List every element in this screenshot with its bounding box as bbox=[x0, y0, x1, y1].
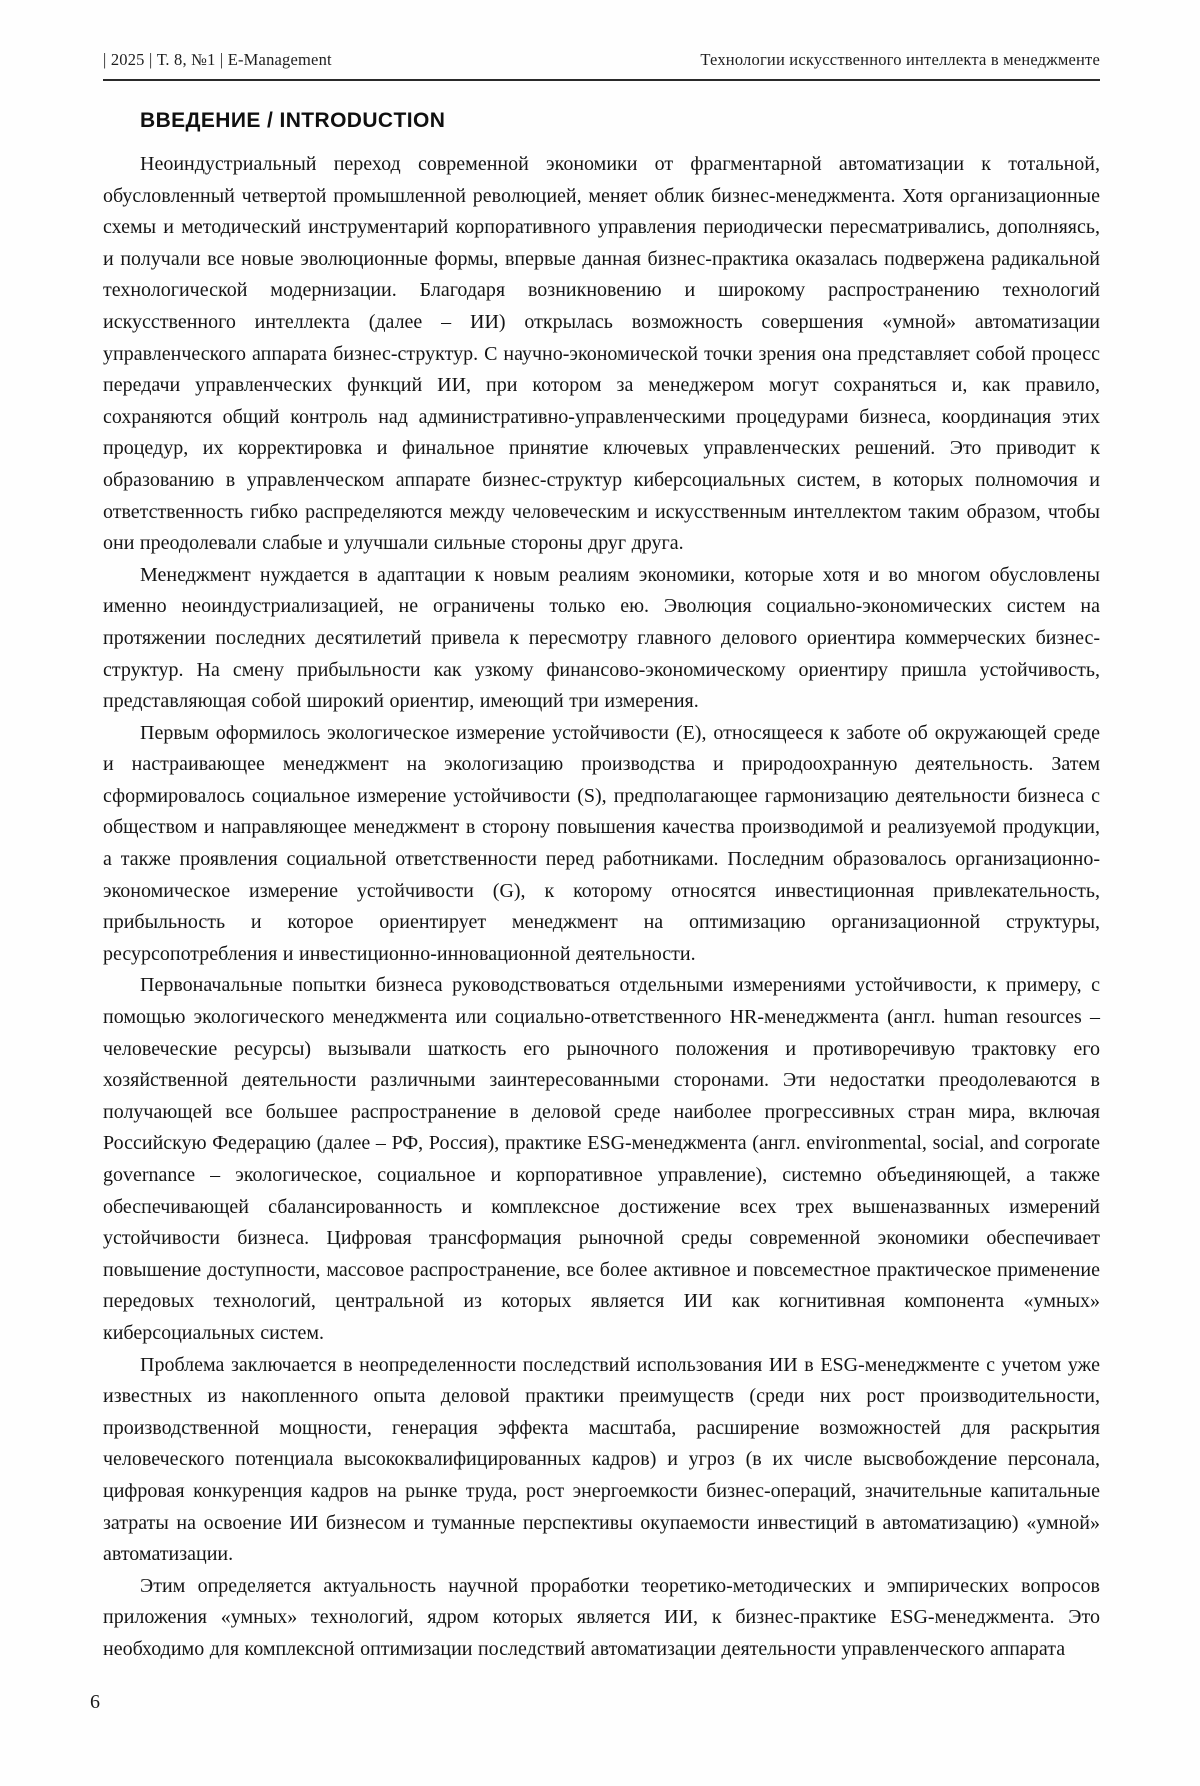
paragraph: Менеджмент нуждается в адаптации к новым реалиям экономики, которые хотя и во многом обусловлены именно неоиндустриализацией, не ограничены только ею. Эволюция социально-экономических систем на протяжении последних десятилетий привела к пересмотру главного делового ориентира коммерческих бизнес-структур. На смену прибыльности как узкому финансово-экономическому ориентиру пришла устойчивость, представляющая собой широкий ориентир, имеющий три измерения. bbox=[103, 563, 1100, 713]
article-text bbox=[103, 149, 1100, 1666]
page-body bbox=[103, 109, 1100, 1666]
section-title: ВВЕДЕНИЕ / INTRODUCTION bbox=[140, 109, 446, 132]
paragraph: Этим определяется актуальность научной проработки теоретико-методических и эмпирических вопросов приложения «умных» технологий, ядром которых является ИИ, к бизнес-практике ESG-менеджмента. Это необходимо для комплексной оптимизации последствий автоматизации деятельности управленческого аппарата bbox=[103, 1574, 1100, 1660]
page-number: 6 bbox=[90, 1690, 100, 1713]
header-journal-info: | 2025 | Т. 8, №1 | E-Management bbox=[103, 50, 332, 69]
page-header bbox=[103, 50, 1100, 81]
paragraph: Первым оформилось экологическое измерение устойчивости (E), относящееся к заботе об окружающей среде и настраивающее менеджмент на экологизацию производства и природоохранную деятельность. Затем сформировалось социальное измерение устойчивости (S), предполагающее гармонизацию деятельности бизнеса с обществом и направляющее менеджмент в сторону повышения качества производимой и реализуемой продукции, а также проявления социальной ответственности перед работниками. Последним образовалось организационно-экономическое измерение устойчивости (G), к которому относятся инвестиционная привлекательность, прибыльность и которое ориентирует менеджмент на оптимизацию организационной структуры, ресурсопотребления и инвестиционно-инновационной деятельности. bbox=[103, 721, 1100, 965]
paragraph: Неоиндустриальный переход современной экономики от фрагментарной автоматизации к тотальной, обусловленный четвертой промышленной революцией, меняет облик бизнес-менеджмента. Хотя организационные схемы и методический инструментарий корпоративного управления периодически пересматривались, дополняясь, и получали все новые эволюционные формы, впервые данная бизнес-практика оказалась подвержена радикальной технологической модернизации. Благодаря возникновению и широкому распространению технологий искусственного интеллекта (далее – ИИ) открылась возможность совершения «умной» автоматизации управленческого аппарата бизнес-структур. С научно-экономической точки зрения она представляет собой процесс передачи управленческих функций ИИ, при котором за менеджером могут сохраняться и, как правило, сохраняются общий контроль над административно-управленческими процедурами бизнеса, координация этих процедур, их корректировка и финальное принятие ключевых управленческих решений. Это приводит к образованию в управленческом аппарате бизнес-структур киберсоциальных систем, в которых полномочия и ответственность гибко распределяются между человеческим и искусственным интеллектом таким образом, чтобы они преодолевали слабые и улучшали сильные стороны друг друга. bbox=[103, 153, 1100, 555]
header-running-title: Технологии искусственного интеллекта в менеджменте bbox=[700, 50, 1100, 69]
paragraph: Первоначальные попытки бизнеса руководствоваться отдельными измерениями устойчивости, к примеру, с помощью экологического менеджмента или социально-ответственного HR-менеджмента (англ. human resources – человеческие ресурсы) вызывали шаткость его рыночного положения и противоречивую трактовку его хозяйственной деятельности различными заинтересованными сторонами. Эти недостатки преодолеваются в получающей все большее распространение в деловой среде наиболее прогрессивных стран мира, включая Российскую Федерацию (далее – РФ, Россия), практике ESG-менеджмента (англ. environmental, social, and corporate governance – экологическое, социальное и корпоративное управление), системно объединяющей, а также обеспечивающей сбалансированность и комплексное достижение всех трех вышеназванных измерений устойчивости бизнеса. Цифровая трансформация рыночной среды современной экономики обеспечивает повышение доступности, массовое распространение, все более активное и повсеместное практическое применение передовых технологий, центральной из которых является ИИ как когнитивная компонента «умных» киберсоциальных систем. bbox=[103, 974, 1100, 1344]
paragraph: Проблема заключается в неопределенности последствий использования ИИ в ESG-менеджменте с учетом уже известных из накопленного опыта деловой практики преимуществ (среди них рост производительности, производственной мощности, генерация эффекта масштаба, расширение возможностей для раскрытия человеческого потенциала высококвалифицированных кадров) и угроз (в их числе высвобождение персонала, цифровая конкуренция кадров на рынке труда, рост энергоемкости бизнес-операций, значительные капитальные затраты на освоение ИИ бизнесом и туманные перспективы окупаемости инвестиций в автоматизацию) «умной» автоматизации. bbox=[103, 1353, 1100, 1566]
